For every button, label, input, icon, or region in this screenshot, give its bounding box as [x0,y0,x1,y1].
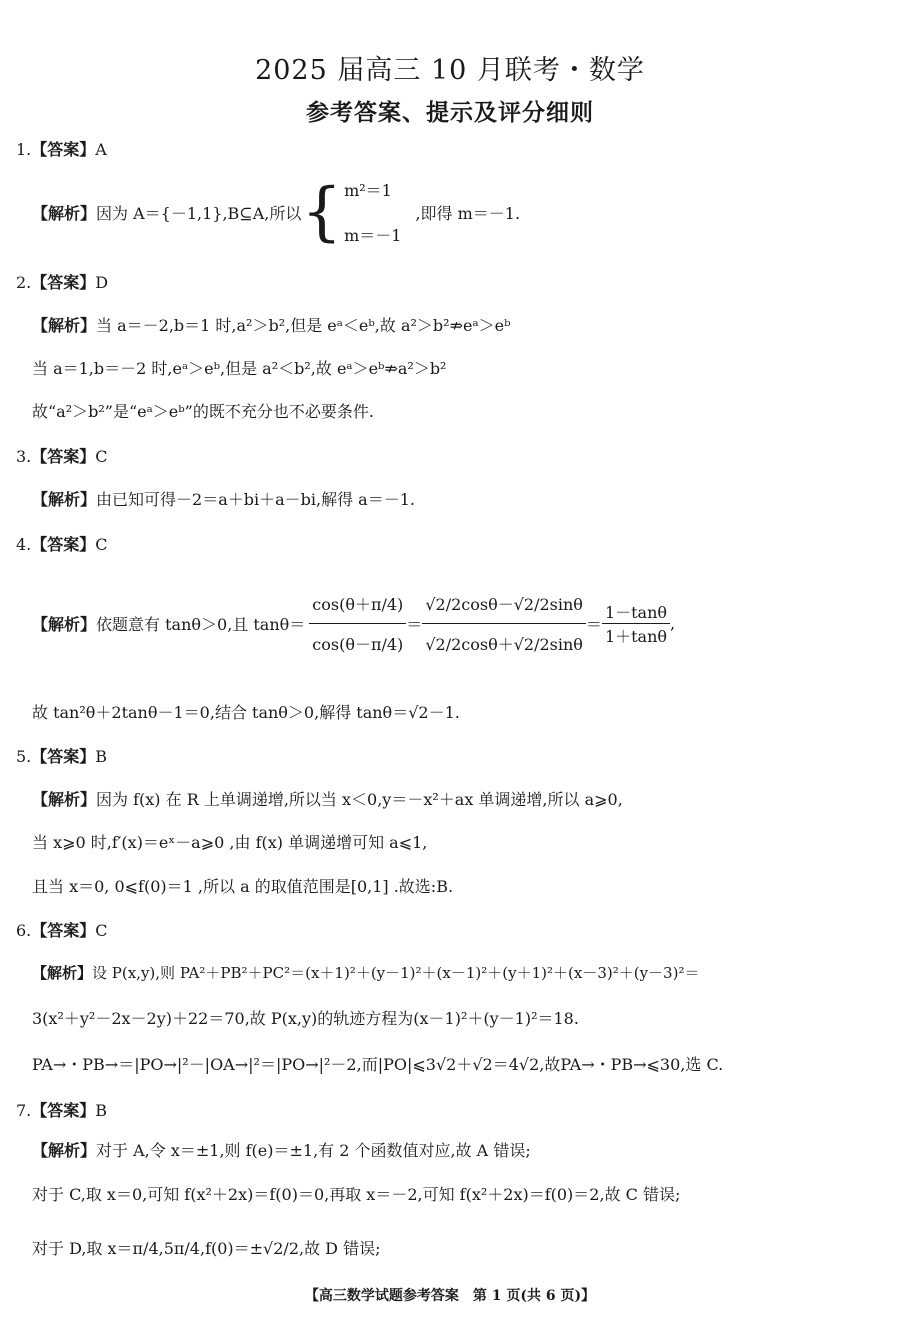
q3-answer-line [16,444,108,467]
q7-analysis-line-1 [32,1138,531,1161]
q6-analysis-line-1 [32,962,699,983]
page-subtitle: 参考答案、提示及评分细则 [306,99,594,126]
q2-answer: D [95,273,109,292]
analysis-label: 【解析】 [32,490,97,509]
q2-analysis-line-1 [32,313,511,336]
q1-system-top: m²＝1 [344,181,392,200]
q1-number: 1. [16,140,32,159]
q4-fraction-2: $\frac{√2/2\cos\theta-√2/2\sin\theta}{√2/2\cos\theta+√2/2\sin\theta}$ [422,592,586,655]
q3-number: 3. [16,447,32,466]
q4-analysis [32,578,675,668]
q4-text: 依题意有 tanθ＞0,且 tanθ＝ [96,614,306,634]
q5-analysis-line-1 [32,787,623,810]
q6-answer-line [16,918,108,941]
analysis-label: 【解析】 [32,964,93,982]
q1-text-b: ,即得 m＝－1. [415,203,521,223]
comma: , [670,613,676,633]
analysis-label: 【解析】 [32,316,97,335]
q2-answer-line [16,270,108,293]
q4-number: 4. [16,535,32,554]
q3-l1: 由已知可得－2＝a＋bi＋a－bi,解得 a＝－1. [96,490,415,509]
answer-label: 【答案】 [31,273,96,292]
q5-answer: B [95,747,108,766]
q1-system-bottom: m＝－1 [344,226,402,245]
q7-analysis-line-3: 对于 D,取 x＝π/4,5π/4,f(0)＝±√2/2,故 D 错误; [32,1239,381,1258]
q2-analysis-line-2: 当 a＝1,b＝－2 时,eᵃ＞eᵇ,但是 a²＜b²,故 eᵃ＞eᵇ⇏a²＞b² [32,359,447,378]
analysis-label: 【解析】 [32,203,97,223]
q5-answer-line [16,744,107,767]
answer-label: 【答案】 [31,921,96,940]
q6-answer: C [95,921,108,940]
analysis-label: 【解析】 [32,614,97,634]
q6-l1: 设 P(x,y),则 PA²＋PB²＋PC²＝(x＋1)²＋(y－1)²＋(x－1)²＋(y＋1)²＋(x－3)²＋(y－3)²＝ [92,964,700,982]
q3-answer: C [95,447,108,466]
answer-label: 【答案】 [31,447,96,466]
equals-sign: ＝ [406,614,423,634]
q1-text-a: 因为 A＝{－1,1},B⊆A,所以 [96,203,302,223]
q7-number: 7. [16,1101,32,1120]
answer-label: 【答案】 [31,747,96,766]
q7-l1: 对于 A,令 x＝±1,则 f(e)＝±1,有 2 个函数值对应,故 A 错误; [96,1141,531,1160]
answer-label: 【答案】 [31,1101,96,1120]
answer-label: 【答案】 [31,535,96,554]
q4-analysis-line-2: 故 tan²θ＋2tanθ－1＝0,结合 tanθ＞0,解得 tanθ＝√2－1. [32,703,460,722]
q1-answer-line [16,137,107,160]
q5-analysis-line-2: 当 x⩾0 时,f′(x)＝eˣ－a⩾0 ,由 f(x) 单调递增可知 a⩽1, [32,833,428,852]
analysis-label: 【解析】 [32,790,97,809]
q7-analysis-line-2: 对于 C,取 x＝0,可知 f(x²＋2x)＝f(0)＝0,再取 x＝－2,可知 f(x²＋2x)＝f(0)＝2,故 C 错误; [32,1185,681,1204]
q4-answer-line [16,532,108,555]
page-footer: 【高三数学试题参考答案 第 1 页(共 6 页)】 [304,1288,596,1304]
q5-number: 5. [16,747,32,766]
q3-analysis [32,487,415,510]
analysis-label: 【解析】 [32,1141,97,1160]
q1-system [344,178,401,246]
q4-fraction-3: $\frac{1-\tan\theta}{1+\tan\theta}$ [602,600,670,647]
q7-answer-line [16,1098,107,1121]
brace-symbol: { [301,175,343,249]
q2-l1: 当 a＝－2,b＝1 时,a²＞b²,但是 eᵃ＜eᵇ,故 a²＞b²⇏eᵃ＞eᵇ [96,316,511,335]
q1-analysis [32,172,520,252]
q4-fraction-1: $\frac{\cos(\theta+\pi/4)}{\cos(\theta-\pi/4)}$ [309,592,406,655]
q6-analysis-line-3: PA→・PB→＝|PO→|²－|OA→|²＝|PO→|²－2,而|PO|⩽3√2＋√2＝4√2,故PA→・PB→⩽30,选 C. [32,1055,724,1074]
q2-number: 2. [16,273,32,292]
equals-sign: ＝ [585,614,602,634]
q7-answer: B [95,1101,108,1120]
q6-number: 6. [16,921,32,940]
q5-analysis-line-3: 且当 x＝0, 0⩽f(0)＝1 ,所以 a 的取值范围是[0,1] .故选:B. [32,877,454,896]
q1-answer: A [95,140,107,159]
answer-label: 【答案】 [31,140,96,159]
page-title: 2025 届高三 10 月联考・数学 [255,55,645,86]
q6-analysis-line-2: 3(x²＋y²－2x－2y)＋22＝70,故 P(x,y)的轨迹方程为(x－1)²＋(y－1)²＝18. [32,1009,579,1028]
q4-answer: C [95,535,108,554]
q5-l1: 因为 f(x) 在 R 上单调递增,所以当 x＜0,y＝－x²＋ax 单调递增,所以 a⩾0, [96,790,623,809]
q2-analysis-line-3: 故“a²＞b²”是“eᵃ＞eᵇ”的既不充分也不必要条件. [32,402,374,421]
